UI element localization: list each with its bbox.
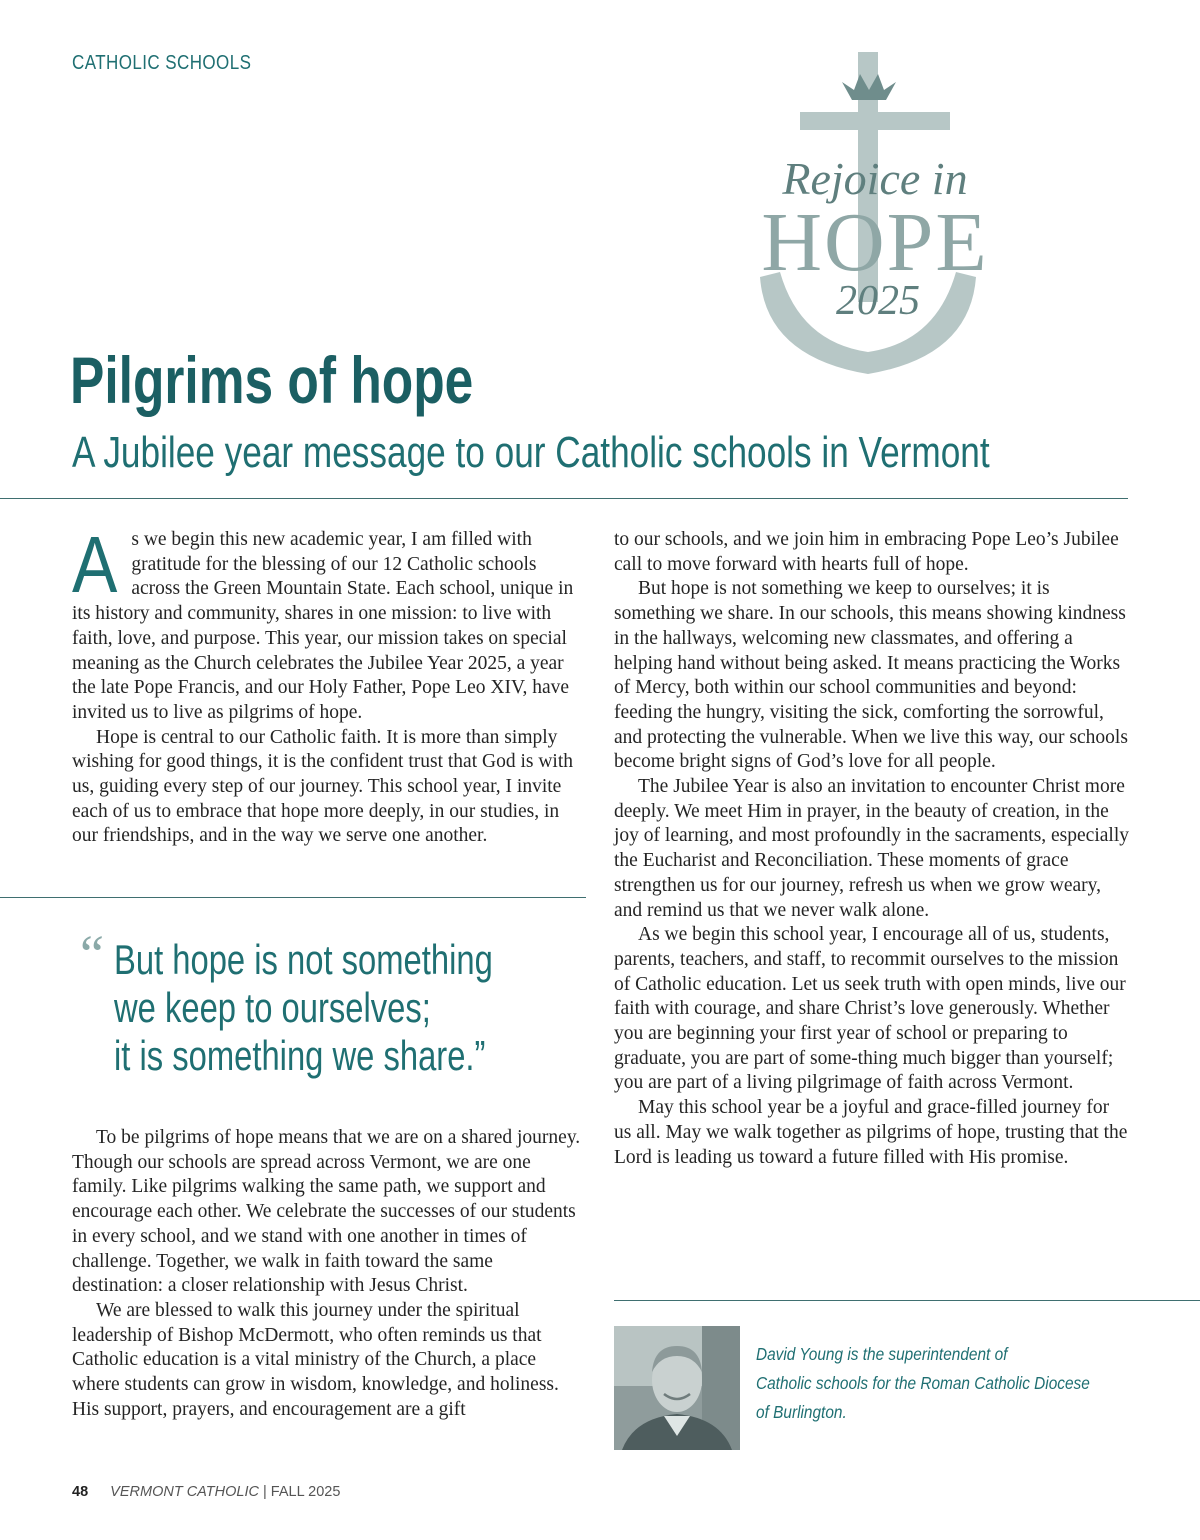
- article-column-left-bottom: [72, 1126, 588, 1422]
- article-paragraph-5: to our schools, and we join him in embracing Pope Leo’s Jubilee call to move forward with hearts full of hope.: [614, 529, 1119, 575]
- article-paragraph-1: s we begin this new academic year, I am filled with gratitude for the blessing of our 12 Catholic schools across the Green Mountain State. Each school, unique in its history and community, shares in one mission: to live with faith, love, and purpose. This year, our mission takes on special meaning as the Church celebrates the Jubilee Year 2025, a year the late Pope Francis, and our Holy Father, Pope Leo XIV, have invited us to live as pilgrims of hope.: [72, 529, 574, 723]
- page-title: Pilgrims of hope: [70, 343, 474, 417]
- rejoice-in-hope-logo: [740, 52, 1010, 382]
- author-bio-line-3: of Burlington.: [756, 1402, 847, 1422]
- cross-horizontal: [800, 112, 950, 130]
- divider-top: [0, 498, 1128, 499]
- footer-separator: |: [262, 1484, 267, 1500]
- article-column-right: [614, 528, 1130, 1170]
- pull-quote-line-1: But hope is not something: [114, 936, 493, 983]
- article-paragraph-6: But hope is not something we keep to ourselves; it is something we share. In our schools, this means showing kindness in the hallways, welcoming new classmates, and offering a helping hand without being asked. It means practicing the Works of Mercy, both within our school communities and beyond: feeding the hungry, visiting the sick, comforting the sorrowful, and protecting the vulnerable. When we live this way, our schools become bright signs of God’s love for all people.: [614, 578, 1128, 773]
- issue-date: FALL 2025: [270, 1484, 341, 1500]
- author-bio-line-2: Catholic schools for the Roman Catholic Diocese: [756, 1373, 1090, 1393]
- article-paragraph-2: Hope is central to our Catholic faith. It is more than simply wishing for good things, it is the confident trust that God is with us, guiding every step of our journey. This school year, I invite each of us to embrace that hope more deeply, in our studies, in our friendships, and in the way we serve one another.: [72, 726, 574, 847]
- article-paragraph-8: As we begin this school year, I encourage all of us, students, parents, teachers, and staff, to recommit ourselves to the mission of Catholic education. Let us seek truth with open minds, live our faith with courage, and share Christ’s love generously. Whether you are beginning your first year of school or preparing to graduate, you are part of some-thing much bigger than yourself; you are part of a living pilgrimage of faith across Vermont.: [614, 924, 1126, 1094]
- drop-cap: A: [72, 520, 118, 609]
- page-number: 48: [72, 1484, 89, 1500]
- author-bio-line-1: David Young is the superintendent of: [756, 1344, 1008, 1364]
- article-column-left-top: [72, 520, 588, 849]
- pull-quote-line-3: it is something we share.”: [114, 1032, 486, 1079]
- pull-quote-line-2: we keep to ourselves;: [114, 984, 431, 1031]
- author-bio: [756, 1340, 1108, 1427]
- author-photo: [614, 1326, 740, 1450]
- section-label: CATHOLIC SCHOOLS: [72, 52, 252, 74]
- article-paragraph-4: We are blessed to walk this journey under the spiritual leadership of Bishop McDermott, who often reminds us that Catholic education is a vital ministry of the Church, a place where students can grow in wisdom, knowledge, and holiness. His support, prayers, and encouragement are a gift: [72, 1299, 559, 1420]
- quote-mark-icon: “: [80, 924, 104, 984]
- divider-pullquote: [0, 897, 586, 898]
- logo-line2: HOPE: [761, 196, 989, 289]
- logo-line3: 2025: [836, 278, 920, 324]
- publication-name: VERMONT CATHOLIC: [110, 1484, 259, 1500]
- article-paragraph-9: May this school year be a joyful and grace-filled journey for us all. May we walk together as pilgrims of hope, trusting that the Lord is leading us toward a future filled with His promise.: [614, 1097, 1128, 1168]
- page-subtitle: A Jubilee year message to our Catholic schools in Vermont: [72, 428, 990, 477]
- page-footer: [72, 1484, 340, 1500]
- article-paragraph-7: The Jubilee Year is also an invitation to encounter Christ more deeply. We meet Him in prayer, in the beauty of creation, in the joy of learning, and most profoundly in the sacraments, especially the Eucharist and Reconciliation. These moments of grace strengthen us for our journey, refresh us when we grow weary, and remind us that we never walk alone.: [614, 776, 1129, 921]
- pull-quote: [80, 924, 600, 1080]
- divider-bio: [614, 1300, 1200, 1301]
- article-paragraph-3: To be pilgrims of hope means that we are on a shared journey. Though our schools are spread across Vermont, we are one family. Like pilgrims walking the same path, we support and encourage each other. We celebrate the successes of our students in every school, and we stand with one another in times of challenge. Together, we walk in faith toward the same destination: a closer relationship with Jesus Christ.: [72, 1127, 581, 1297]
- logo-line1: Rejoice in: [782, 153, 968, 204]
